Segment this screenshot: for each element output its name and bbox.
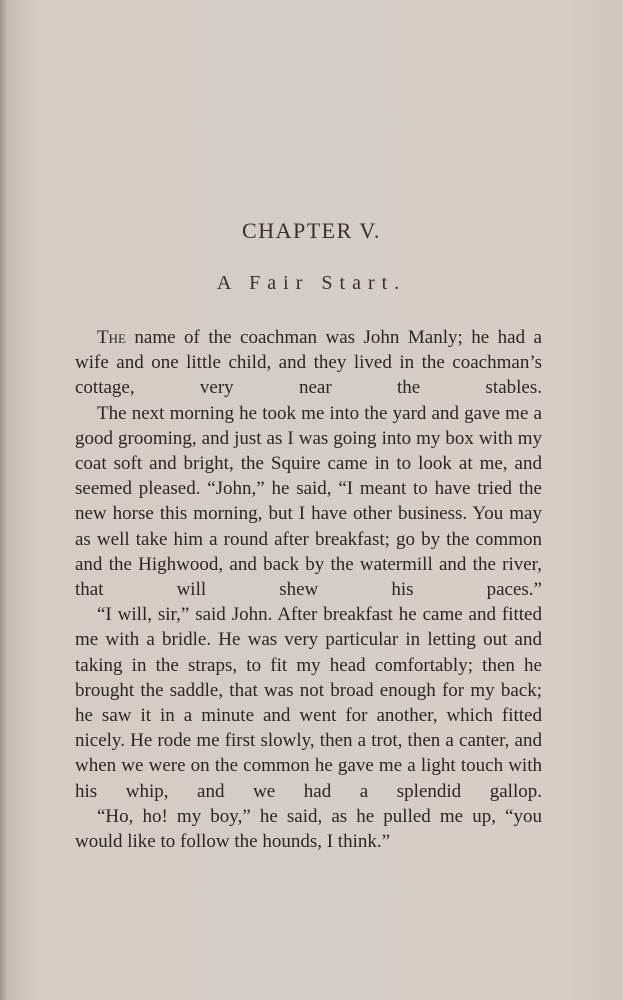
chapter-title: CHAPTER V. xyxy=(242,218,381,243)
page-binding-edge xyxy=(0,0,6,1000)
paragraph-text: name of the coachman was John Manly; he had a wife and one little child, and they lived in the coachman’s cottage, very near the stables. xyxy=(75,327,542,399)
chapter-subtitle: A Fair Start. xyxy=(216,272,407,294)
paragraph: The next morning he took me into the yard and gave me a good grooming, and just as I was going into my box with my coat soft and bright, the Squire came in to look at me, and seemed pleased. “John,” he said, “I meant to have tried the new horse this morning, but I have other business. You may as well take him a round after breakfast; go by the common and the Highwood, and back by the watermill and the river, that will shew his paces.” xyxy=(75,402,542,601)
paragraph: “Ho, ho! my boy,” he said, as he pulled me up, “you would like to follow the hounds, I think.” xyxy=(75,805,542,853)
drop-word: The xyxy=(97,327,126,348)
body-text xyxy=(75,325,542,854)
paragraph xyxy=(75,325,542,401)
paragraph: “I will, sir,” said John. After breakfast he came and fitted me with a bridle. He was very particular in letting out and taking in the straps, to fit my head comfortably; then he brought the saddle, that was not broad enough for my back; he saw it in a minute and went for another, which fitted nicely. He rode me first slowly, then a trot, then a canter, and when we were on the common he gave me a light touch with his whip, and we had a splendid gallop. xyxy=(75,604,542,802)
